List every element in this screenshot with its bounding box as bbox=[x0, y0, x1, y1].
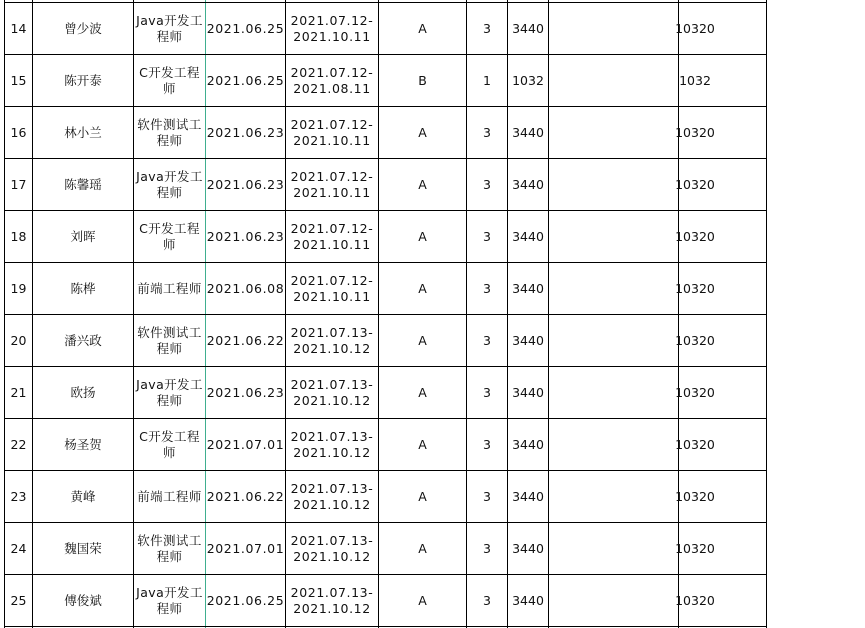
cell-job[interactable]: C开发工程师 bbox=[139, 220, 200, 252]
cell-job[interactable]: 前端工程师 bbox=[137, 280, 202, 296]
cell-no[interactable]: 24 bbox=[10, 540, 27, 556]
cell-period[interactable]: 2021.07.12- 2021.10.11 bbox=[290, 168, 374, 200]
cell-total[interactable]: 10320 bbox=[675, 228, 715, 244]
cell-total[interactable]: 10320 bbox=[675, 332, 715, 348]
cell-date[interactable]: 2021.07.01 bbox=[206, 540, 285, 556]
cell-total[interactable]: 10320 bbox=[675, 20, 715, 36]
cell-date[interactable]: 2021.06.25 bbox=[206, 20, 285, 36]
cell-name[interactable]: 潘兴政 bbox=[64, 332, 102, 348]
cell-job[interactable]: Java开发工 程师 bbox=[136, 584, 203, 616]
cell-period[interactable]: 2021.07.12- 2021.10.11 bbox=[290, 116, 374, 148]
cell-job[interactable]: C开发工程师 bbox=[139, 428, 200, 460]
cell-period[interactable]: 2021.07.13- 2021.10.12 bbox=[290, 428, 374, 460]
cell-job[interactable]: Java开发工 程师 bbox=[136, 376, 203, 408]
cell-monthly[interactable]: 3440 bbox=[512, 228, 544, 244]
cell-name[interactable]: 陈馨瑶 bbox=[64, 176, 102, 192]
cell-no[interactable]: 15 bbox=[10, 72, 27, 88]
cell-no[interactable]: 14 bbox=[10, 20, 27, 36]
cell-months[interactable]: 3 bbox=[483, 280, 491, 296]
cell-job[interactable]: Java开发工 程师 bbox=[136, 12, 203, 44]
cell-grade[interactable]: A bbox=[418, 176, 427, 192]
cell-monthly[interactable]: 3440 bbox=[512, 332, 544, 348]
cell-no[interactable]: 22 bbox=[10, 436, 27, 452]
cell-months[interactable]: 3 bbox=[483, 228, 491, 244]
cell-date[interactable]: 2021.06.23 bbox=[206, 176, 285, 192]
cell-total[interactable]: 10320 bbox=[675, 280, 715, 296]
cell-grade[interactable]: A bbox=[418, 332, 427, 348]
cell-monthly[interactable]: 3440 bbox=[512, 540, 544, 556]
cell-grade[interactable]: A bbox=[418, 384, 427, 400]
cell-date[interactable]: 2021.06.23 bbox=[206, 228, 285, 244]
cell-monthly[interactable]: 3440 bbox=[512, 20, 544, 36]
cell-name[interactable]: 林小兰 bbox=[64, 124, 102, 140]
cell-name[interactable]: 魏国荣 bbox=[64, 540, 102, 556]
cell-grade[interactable]: B bbox=[418, 72, 427, 88]
cell-date[interactable]: 2021.07.01 bbox=[206, 436, 285, 452]
cell-name[interactable]: 陈开泰 bbox=[64, 72, 102, 88]
cell-months[interactable]: 3 bbox=[483, 592, 491, 608]
cell-name[interactable]: 刘晖 bbox=[70, 228, 96, 244]
cell-no[interactable]: 17 bbox=[10, 176, 27, 192]
cell-no[interactable]: 23 bbox=[10, 488, 27, 504]
cell-no[interactable]: 19 bbox=[10, 280, 27, 296]
cell-grade[interactable]: A bbox=[418, 592, 427, 608]
cell-date[interactable]: 2021.06.25 bbox=[206, 72, 285, 88]
cell-months[interactable]: 3 bbox=[483, 488, 491, 504]
cell-months[interactable]: 3 bbox=[483, 384, 491, 400]
cell-no[interactable]: 25 bbox=[10, 592, 27, 608]
cell-monthly[interactable]: 3440 bbox=[512, 436, 544, 452]
grid-line-horizontal bbox=[4, 626, 767, 627]
cell-name[interactable]: 黄峰 bbox=[70, 488, 96, 504]
cell-grade[interactable]: A bbox=[418, 280, 427, 296]
cell-date[interactable]: 2021.06.23 bbox=[206, 124, 285, 140]
cell-grade[interactable]: A bbox=[418, 540, 427, 556]
cell-date[interactable]: 2021.06.22 bbox=[206, 332, 285, 348]
cell-months[interactable]: 1 bbox=[483, 72, 491, 88]
cell-total[interactable]: 10320 bbox=[675, 176, 715, 192]
cell-total[interactable]: 10320 bbox=[675, 436, 715, 452]
cell-monthly[interactable]: 3440 bbox=[512, 280, 544, 296]
cell-no[interactable]: 16 bbox=[10, 124, 27, 140]
cell-total[interactable]: 10320 bbox=[675, 488, 715, 504]
cell-months[interactable]: 3 bbox=[483, 124, 491, 140]
cell-job[interactable]: 软件测试工 程师 bbox=[137, 116, 202, 148]
cell-months[interactable]: 3 bbox=[483, 176, 491, 192]
cell-job[interactable]: 软件测试工 程师 bbox=[137, 324, 202, 356]
cell-no[interactable]: 18 bbox=[10, 228, 27, 244]
cell-job[interactable]: C开发工程师 bbox=[139, 64, 200, 96]
cell-job[interactable]: Java开发工 程师 bbox=[136, 168, 203, 200]
cell-period[interactable]: 2021.07.13- 2021.10.12 bbox=[290, 532, 374, 564]
cell-name[interactable]: 傅俊斌 bbox=[64, 592, 102, 608]
cell-monthly[interactable]: 3440 bbox=[512, 384, 544, 400]
cell-grade[interactable]: A bbox=[418, 20, 427, 36]
cell-job[interactable]: 软件测试工 程师 bbox=[137, 532, 202, 564]
cell-monthly[interactable]: 3440 bbox=[512, 124, 544, 140]
cell-period[interactable]: 2021.07.12- 2021.10.11 bbox=[290, 12, 374, 44]
cell-period[interactable]: 2021.07.13- 2021.10.12 bbox=[290, 480, 374, 512]
cell-monthly[interactable]: 3440 bbox=[512, 488, 544, 504]
cell-date[interactable]: 2021.06.22 bbox=[206, 488, 285, 504]
cell-monthly[interactable]: 1032 bbox=[512, 72, 544, 88]
cell-total[interactable]: 1032 bbox=[679, 72, 711, 88]
cell-period[interactable]: 2021.07.12- 2021.08.11 bbox=[290, 64, 374, 96]
cell-monthly[interactable]: 3440 bbox=[512, 176, 544, 192]
cell-name[interactable]: 陈桦 bbox=[70, 280, 96, 296]
cell-name[interactable]: 曾少波 bbox=[64, 20, 102, 36]
cell-grade[interactable]: A bbox=[418, 124, 427, 140]
cell-period[interactable]: 2021.07.12- 2021.10.11 bbox=[290, 220, 374, 252]
cell-name[interactable]: 欧扬 bbox=[70, 384, 96, 400]
cell-monthly[interactable]: 3440 bbox=[512, 592, 544, 608]
cell-no[interactable]: 21 bbox=[10, 384, 27, 400]
cell-total[interactable]: 10320 bbox=[675, 124, 715, 140]
cell-grade[interactable]: A bbox=[418, 228, 427, 244]
cell-grade[interactable]: A bbox=[418, 488, 427, 504]
cell-months[interactable]: 3 bbox=[483, 20, 491, 36]
cell-name[interactable]: 杨圣贺 bbox=[64, 436, 102, 452]
cell-job[interactable]: 前端工程师 bbox=[137, 488, 202, 504]
cell-period[interactable]: 2021.07.13- 2021.10.12 bbox=[290, 584, 374, 616]
cell-total[interactable]: 10320 bbox=[675, 384, 715, 400]
cell-months[interactable]: 3 bbox=[483, 436, 491, 452]
cell-period[interactable]: 2021.07.13- 2021.10.12 bbox=[290, 324, 374, 356]
cell-date[interactable]: 2021.06.23 bbox=[206, 384, 285, 400]
cell-no[interactable]: 20 bbox=[10, 332, 27, 348]
cell-total[interactable]: 10320 bbox=[675, 540, 715, 556]
cell-date[interactable]: 2021.06.08 bbox=[206, 280, 285, 296]
cell-total[interactable]: 10320 bbox=[675, 592, 715, 608]
cell-period[interactable]: 2021.07.12- 2021.10.11 bbox=[290, 272, 374, 304]
cell-period[interactable]: 2021.07.13- 2021.10.12 bbox=[290, 376, 374, 408]
cell-months[interactable]: 3 bbox=[483, 332, 491, 348]
cell-months[interactable]: 3 bbox=[483, 540, 491, 556]
cell-grade[interactable]: A bbox=[418, 436, 427, 452]
cell-date[interactable]: 2021.06.25 bbox=[206, 592, 285, 608]
